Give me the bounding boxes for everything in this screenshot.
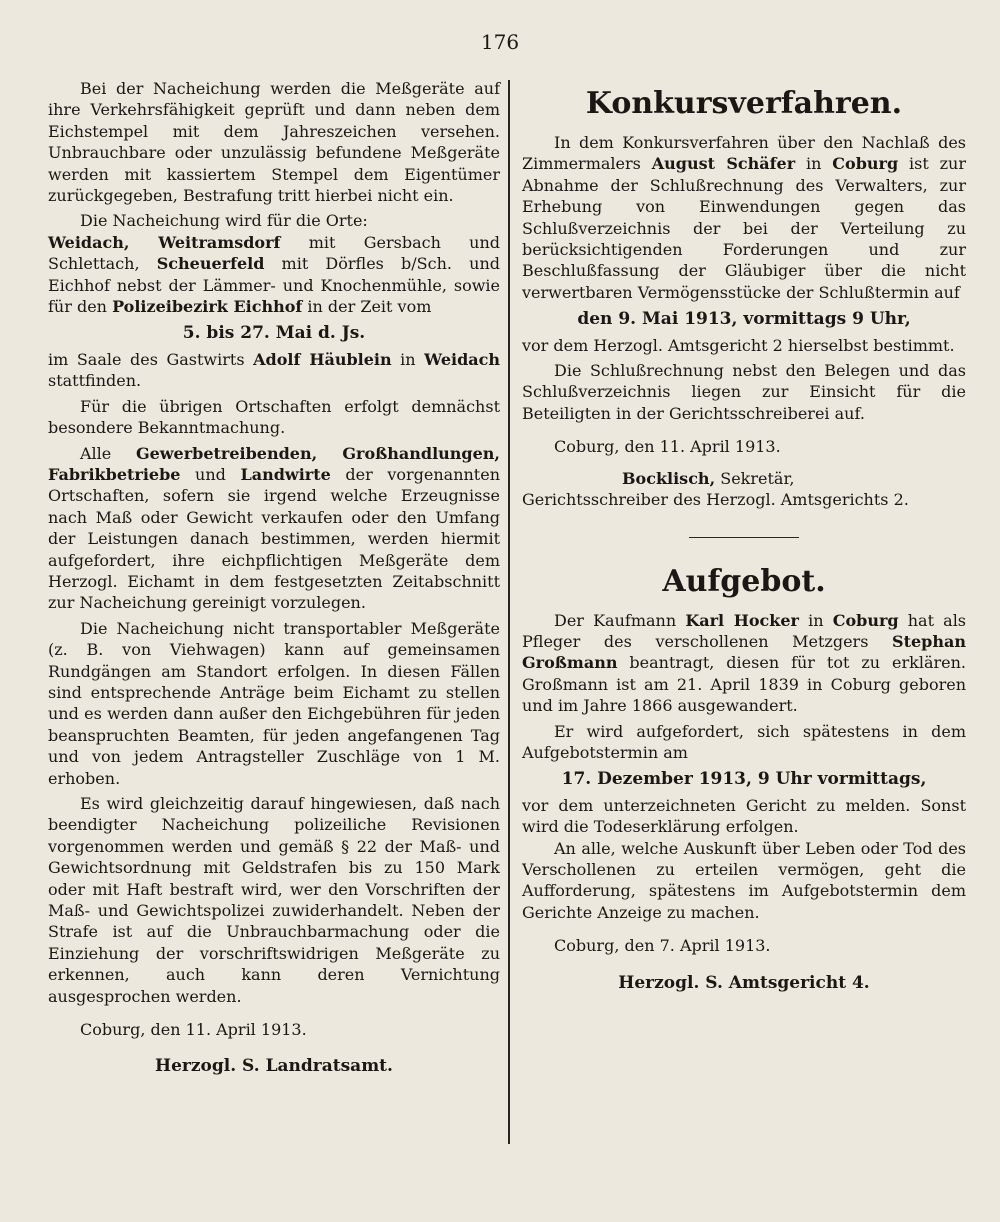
- left-place-date: Coburg, den 11. April 1913.: [80, 1020, 307, 1040]
- text: hat als Pfleger des verschollenen Metzgers: [522, 610, 967, 651]
- text: im Saale des Gastwirts: [48, 349, 254, 369]
- text: Der Kaufmann: [554, 610, 686, 630]
- place-names: Weidach, Weitramsdorf: [48, 232, 281, 252]
- aufgebot-paragraph-2: Er wird aufgefordert, sich spätestens in dem Aufgebotstermin am: [522, 721, 966, 762]
- penalty-paragraph: Es wird gleichzeitig darauf hingewiesen, daß nach beendigter Nacheichung polizeiliche Revisionen vorgenommen werden und gemäß § 22 der Maß- und Gewichtsordnung mit Geldstrafen bis zu 150 Mark oder mit Haft bestraft wird, wer den Vorschriften der Maß- und Gewichtspolizei zuwiderhandelt. Neben der Strafe ist auf die Unbrauchbarmachung oder die Einziehung der vorschriftswidrigen Meßgeräte zu erkennen, auch kann deren Vernichtung ausgesprochen werden.: [48, 794, 500, 1006]
- clerk-office: Gerichtsschreiber des Herzogl. Amtsgerichts 2.: [522, 490, 909, 510]
- clerk-title: Sekretär,: [715, 468, 795, 488]
- aufgebot-date: 17. Dezember 1913, 9 Uhr vormittags,: [561, 769, 927, 790]
- text: Die Nacheichung wird für die Orte:: [80, 211, 368, 231]
- konkurs-heading: Konkursverfahren.: [585, 86, 903, 121]
- merchant-name: Karl Hocker: [685, 610, 799, 630]
- konkurs-place-date: Coburg, den 11. April 1913.: [554, 437, 781, 457]
- text: mit Gersbach und Schlettach,: [48, 232, 501, 274]
- left-column: [48, 78, 500, 1078]
- addressees: Gewerbetreibenden, Großhandlungen, Fabrikbetriebe: [48, 443, 500, 484]
- aufgebot-place-date: Coburg, den 7. April 1913.: [554, 936, 771, 956]
- aufgebot-paragraph-3: vor dem unterzeichneten Gericht zu melden. Sonst wird die Todeserklärung erfolgen.: [522, 795, 966, 837]
- page-number: 176: [480, 30, 520, 54]
- aufgebot-heading: Aufgebot.: [662, 563, 826, 599]
- konkurs-paragraph-2: Die Schlußrechnung nebst den Belegen und das Schlußverzeichnis liegen zur Einsicht für die Beteiligten in der Gerichtsschreiberei auf.: [522, 361, 966, 423]
- summons-paragraph: [48, 443, 500, 614]
- konkurs-date: den 9. Mai 1913, vormittags 9 Uhr,: [577, 309, 911, 330]
- column-divider: [508, 80, 510, 1144]
- nacheichung-paragraph-1: Bei der Nacheichung werden die Meßgeräte auf ihre Verkehrsfähigkeit geprüft und dann neben dem Eichstempel mit dem Jahreszeichen versehen. Unbrauchbare oder unzulässig befundene Meßgeräte werden mit kassiertem Stempel dem Eigentümer zurückgegeben, Bestrafung tritt hierbei nicht ein.: [48, 79, 500, 206]
- text: in: [798, 610, 833, 630]
- text: und: [180, 464, 241, 484]
- konkurs-paragraph-1: [522, 132, 966, 303]
- text: In dem Konkursverfahren über den Nachlaß des Zimmermalers: [522, 133, 966, 174]
- nacheichung-location: [48, 349, 500, 392]
- text: beantragt, diesen für tot zu erklären. Großmann ist am 21. April 1839 in Coburg geboren und im Jahre 1866 ausgewandert.: [522, 653, 966, 716]
- place-name: Coburg: [832, 154, 899, 174]
- text: der vorgenannten Ortschaften, sofern sie irgend welche Erzeugnisse nach Maß oder Gewicht verkaufen oder den Umfang der Leistungen danach bestimmen, werden hiermit aufgefordert, ihre eichpflichtigen Meßgeräte dem Herzogl. Eichamt in dem festgesetzten Zeitabschnitt zur Nacheichung gereinigt vorzulegen.: [48, 464, 500, 613]
- innkeeper-name: Adolf Häublein: [253, 349, 392, 369]
- konkurs-signature: [522, 468, 966, 511]
- missing-person-name: Stephan Großmann: [522, 631, 966, 673]
- place-name: Coburg: [832, 610, 899, 630]
- nacheichung-date: 5. bis 27. Mai d. Js.: [182, 323, 366, 344]
- aufgebot-paragraph-4: An alle, welche Auskunft über Leben oder Tod des Verschollenen zu erteilen vermögen, geht die Aufforderung, spätestens im Aufgebotstermin dem Gerichte Anzeige zu machen.: [522, 838, 966, 922]
- clerk-name: Bocklisch,: [622, 468, 716, 488]
- section-rule: [689, 537, 799, 538]
- aufgebot-paragraph-1: [522, 610, 966, 717]
- place-name: Weidach: [424, 349, 501, 369]
- text: Alle: [80, 443, 136, 463]
- text: in: [391, 349, 425, 369]
- right-column: [522, 78, 966, 994]
- left-signature: Herzogl. S. Landratsamt.: [155, 1056, 393, 1077]
- other-localities-paragraph: Für die übrigen Ortschaften erfolgt demnächst besondere Bekanntmachung.: [48, 396, 500, 438]
- nacheichung-paragraph-2: [48, 210, 500, 317]
- aufgebot-signature: Herzogl. S. Amtsgericht 4.: [618, 972, 870, 993]
- place-name: Scheuerfeld: [156, 254, 265, 274]
- text: stattfinden.: [48, 371, 142, 391]
- konkurs-court-line: vor dem Herzogl. Amtsgericht 2 hierselbst bestimmt.: [522, 335, 955, 355]
- text: in: [795, 154, 833, 174]
- text: ist zur Abnahme der Schlußrechnung des Verwalters, zur Erhebung von Einwendungen gegen das Schlußverzeichnis der bei der Verteilung zu berücksichtigenden Forderungen und zur Beschlußfassung der Gläubiger über die nicht verwertbaren Vermögensstücke der Schlußtermin auf: [522, 154, 966, 302]
- non-portable-paragraph: Die Nacheichung nicht transportabler Meßgeräte (z. B. von Viehwagen) kann auf gemeinsamen Rundgängen am Standort erfolgen. In diesen Fällen sind entsprechende Anträge beim Eichamt zu stellen und es werden dann außer den Eichgebühren für jeden beanspruchten Beamten, für jeden angefangenen Tag und von jedem Antragsteller Zuschläge von 1 M. erhoben.: [48, 618, 500, 788]
- police-district: Polizeibezirk Eichhof: [112, 297, 303, 317]
- addressees-farmers: Landwirte: [240, 464, 331, 484]
- text: mit Dörfles b/Sch. und Eichhof nebst der Lämmer- und Knochenmühle, sowie für den: [48, 254, 500, 317]
- text: in der Zeit vom: [302, 297, 432, 317]
- deceased-name: August Schäfer: [651, 154, 796, 174]
